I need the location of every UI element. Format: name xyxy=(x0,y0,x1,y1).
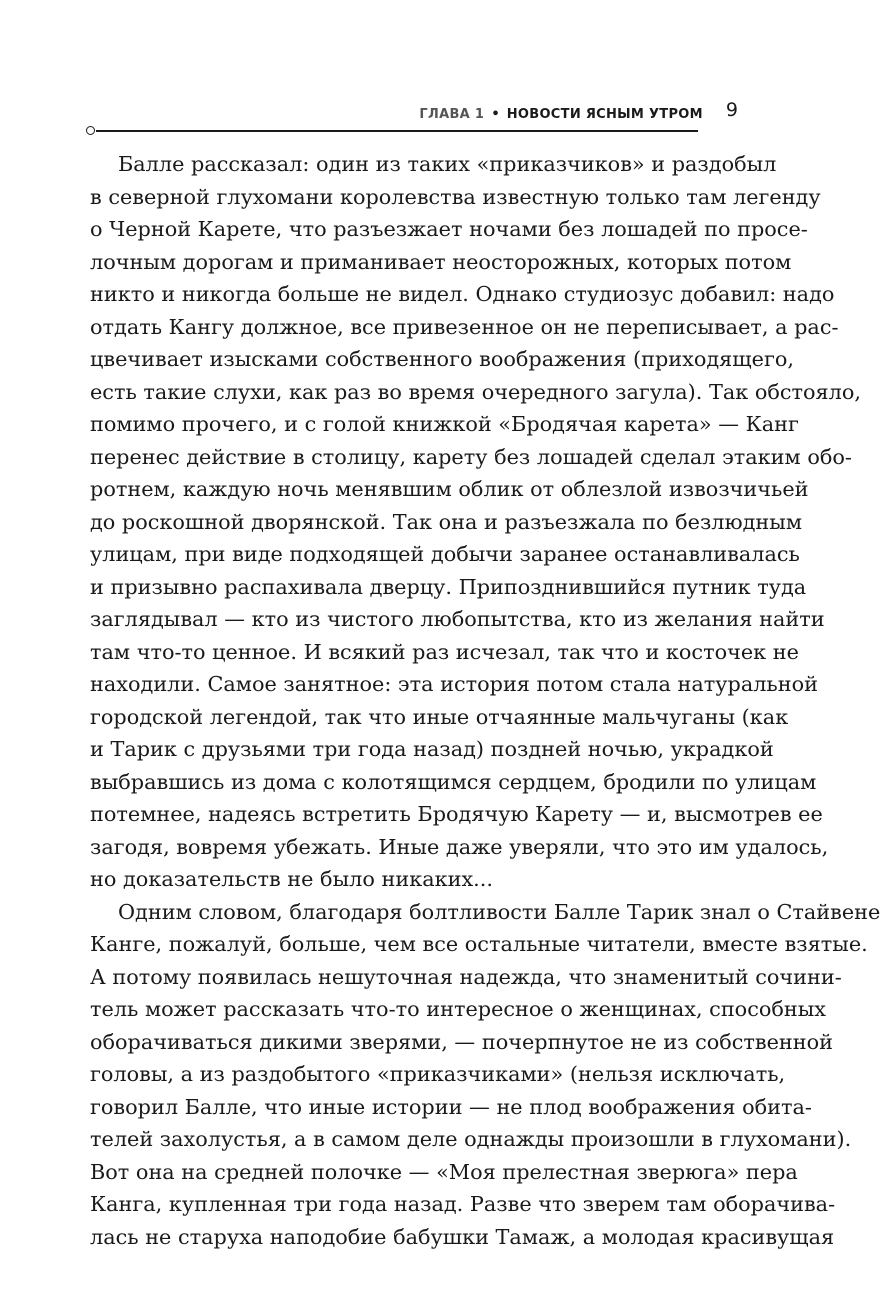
text-line: потемнее, надеясь встретить Бродячую Карету — и, высмотрев ее xyxy=(90,802,823,826)
text-line: никто и никогда больше не видел. Однако студиозус добавил: надо xyxy=(90,282,835,306)
text-line: цвечивает изысками собственного воображения (приходящего, xyxy=(90,347,794,371)
text-line: заглядывал — кто из чистого любопытства, кто из желания найти xyxy=(90,607,825,631)
text-line: Одним словом, благодаря болтливости Балле Тарик знал о Стайвене xyxy=(118,899,880,924)
text-line: загодя, вовремя убежать. Иные даже уверяли, что это им удалось, xyxy=(90,834,829,859)
text-line: там что-то ценное. И всякий раз исчезал, так что и косточек не xyxy=(90,639,799,664)
running-head xyxy=(90,103,738,125)
text-line: ротнем, каждую ночь менявшим облик от облезлой извозчичьей xyxy=(90,477,809,501)
text-line: помимо прочего, и с голой книжкой «Бродячая карета» — Канг xyxy=(90,412,799,436)
text-line: головы, а из раздобытого «приказчиками» (нельзя исключать, xyxy=(90,1062,786,1086)
text-line: о Черной Карете, что разъезжает ночами без лошадей по просе- xyxy=(90,217,808,241)
text-line: есть такие слухи, как раз во время очередного загула). Так обстояло, xyxy=(90,379,862,404)
text-line: оборачиваться дикими зверями, — почерпнутое не из собственной xyxy=(90,1029,834,1054)
text-line: и Тарик с друзьями три года назад) поздней ночью, украдкой xyxy=(90,737,774,761)
text-line: А потому появилась нешуточная надежда, что знаменитый сочини- xyxy=(90,964,842,989)
text-line: в северной глухомани королевства известную только там легенду xyxy=(90,184,821,209)
running-head-chapter-title: НОВОСТИ ЯСНЫМ УТРОМ xyxy=(506,107,703,122)
text-line: тель может рассказать что-то интересное о женщинах, способных xyxy=(90,997,827,1021)
header-rule-line xyxy=(96,130,698,132)
paragraph xyxy=(90,896,880,1254)
text-line: Канге, пожалуй, больше, чем все остальные читатели, вместе взятые. xyxy=(90,932,868,956)
text-line: и призывно распахивала дверцу. Припозднившийся путник туда xyxy=(90,574,807,599)
text-line: улицам, при виде подходящей добычи заранее останавливалась xyxy=(90,542,800,566)
text-line: находили. Самое занятное: эта история потом стала натуральной xyxy=(90,672,818,696)
text-line: говорил Балле, что иные истории — не плод воображения обита- xyxy=(90,1094,812,1119)
body-text xyxy=(90,148,880,1253)
text-line: телей захолустья, а в самом деле однажды произошли в глухомани). xyxy=(90,1127,852,1151)
text-line: отдать Кангу должное, все привезенное он не переписывает, а рас- xyxy=(90,314,839,339)
header-rule xyxy=(86,126,698,136)
text-line: но доказательств не было никаких... xyxy=(90,867,494,891)
text-line: Балле рассказал: один из таких «приказчиков» и раздобыл xyxy=(118,152,777,176)
text-line: лась не старуха наподобие бабушки Тамаж, а молодая красивущая xyxy=(90,1224,835,1249)
text-line: Вот она на средней полочке — «Моя прелестная зверюга» пера xyxy=(90,1159,798,1184)
text-line: городской легендой, так что иные отчаянные мальчуганы (как xyxy=(90,704,789,729)
text-line: выбравшись из дома с колотящимся сердцем, бродили по улицам xyxy=(90,769,817,794)
page-number: 9 xyxy=(725,99,738,121)
text-line: лочным дорогам и приманивает неосторожных, которых потом xyxy=(90,249,792,274)
text-line: Канга, купленная три года назад. Разве что зверем там оборачива- xyxy=(90,1192,836,1216)
text-line: перенес действие в столицу, карету без лошадей сделал этаким обо- xyxy=(90,444,852,469)
text-line: до роскошной дворянской. Так она и разъезжала по безлюдным xyxy=(90,509,803,534)
paragraph xyxy=(90,148,862,896)
running-head-chapter-label: ГЛАВА 1 xyxy=(419,107,485,122)
running-head-bullet: • xyxy=(491,107,500,122)
header-rule-circle-ornament xyxy=(86,126,95,135)
